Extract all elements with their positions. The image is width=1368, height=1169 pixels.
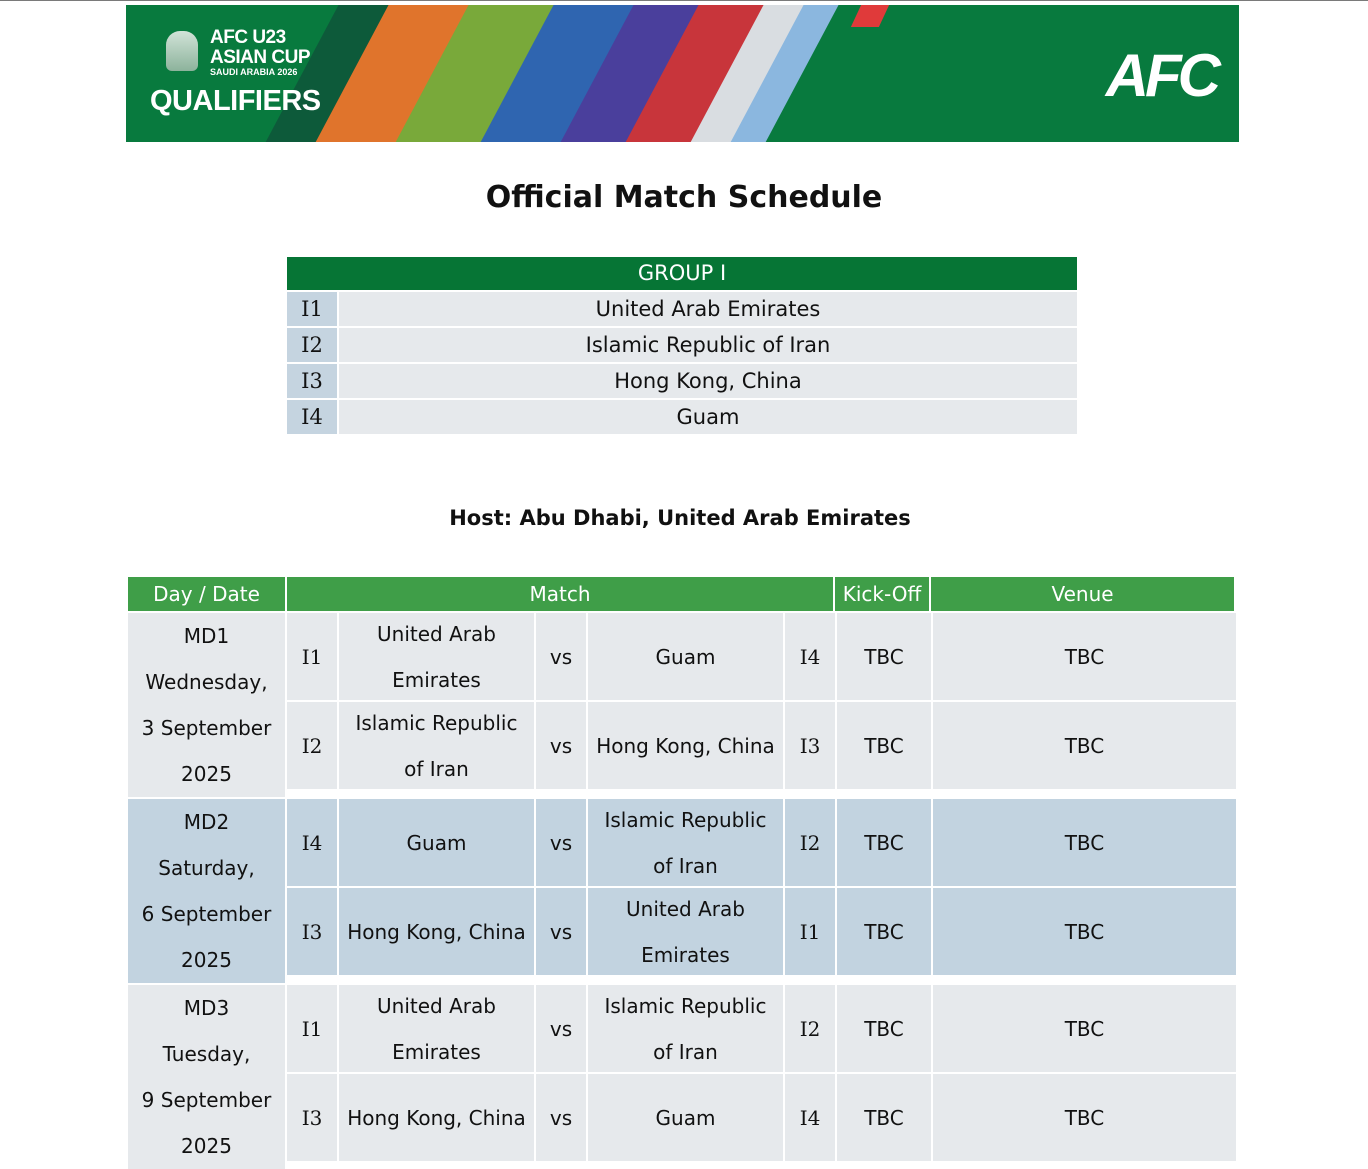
day-date-cell <box>128 799 285 983</box>
weekday: Tuesday, <box>162 1042 251 1066</box>
schedule-table <box>128 577 1236 1169</box>
home-team: Islamic Republic of Iran <box>339 702 534 789</box>
match-row <box>287 613 1236 700</box>
header-venue: Venue <box>931 577 1234 611</box>
kickoff: TBC <box>837 799 931 886</box>
header-banner <box>126 5 1239 142</box>
matchday-2 <box>128 799 1236 983</box>
group-table <box>287 257 1077 434</box>
home-team: Hong Kong, China <box>339 1074 534 1161</box>
logo-line-2: ASIAN CUP <box>210 47 311 68</box>
home-code: I4 <box>287 799 337 886</box>
away-code: I4 <box>785 613 835 700</box>
home-code: I3 <box>287 888 337 975</box>
header-day-date: Day / Date <box>128 577 285 611</box>
match-row <box>287 799 1236 886</box>
kickoff: TBC <box>837 888 931 975</box>
venue: TBC <box>933 888 1236 975</box>
year: 2025 <box>181 1134 232 1158</box>
group-header: GROUP I <box>287 257 1077 290</box>
away-team: Hong Kong, China <box>588 702 783 789</box>
home-code: I2 <box>287 702 337 789</box>
team-code: I1 <box>287 292 337 326</box>
year: 2025 <box>181 762 232 786</box>
match-row <box>287 985 1236 1072</box>
kickoff: TBC <box>837 1074 931 1161</box>
team-name: Guam <box>339 400 1077 434</box>
away-team: Islamic Republic of Iran <box>588 799 783 886</box>
group-row <box>287 292 1077 326</box>
home-team: Guam <box>339 799 534 886</box>
schedule-header <box>128 577 1236 611</box>
day-date-cell <box>128 613 285 797</box>
kickoff: TBC <box>837 702 931 789</box>
matchday-label: MD2 <box>183 810 230 834</box>
home-code: I3 <box>287 1074 337 1161</box>
date: 3 September <box>141 716 272 740</box>
venue: TBC <box>933 613 1236 700</box>
match-row <box>287 702 1236 789</box>
away-team: Guam <box>588 1074 783 1161</box>
vs-label: vs <box>536 702 586 789</box>
group-row <box>287 364 1077 398</box>
venue: TBC <box>933 1074 1236 1161</box>
team-name: United Arab Emirates <box>339 292 1077 326</box>
matchday-1 <box>128 613 1236 797</box>
logo-line-1: AFC U23 <box>210 27 286 48</box>
away-code: I3 <box>785 702 835 789</box>
matchday-label: MD3 <box>183 996 230 1020</box>
date: 9 September <box>141 1088 272 1112</box>
vs-label: vs <box>536 799 586 886</box>
team-code: I2 <box>287 328 337 362</box>
away-code: I2 <box>785 799 835 886</box>
trophy-icon <box>166 31 198 71</box>
away-code: I1 <box>785 888 835 975</box>
top-divider <box>0 0 1368 1</box>
group-row <box>287 328 1077 362</box>
weekday: Saturday, <box>158 856 255 880</box>
venue: TBC <box>933 985 1236 1072</box>
header-match: Match <box>287 577 833 611</box>
kickoff: TBC <box>837 613 931 700</box>
host-info: Host: Abu Dhabi, United Arab Emirates <box>449 506 911 530</box>
date: 6 September <box>141 902 272 926</box>
vs-label: vs <box>536 613 586 700</box>
away-team: United Arab Emirates <box>588 888 783 975</box>
qualifiers-text: QUALIFIERS <box>150 85 321 117</box>
vs-label: vs <box>536 1074 586 1161</box>
year: 2025 <box>181 948 232 972</box>
away-code: I4 <box>785 1074 835 1161</box>
logo-line-3: SAUDI ARABIA 2026 <box>210 67 298 77</box>
afc-logo: AFC <box>1105 42 1217 109</box>
matchday-label: MD1 <box>183 624 230 648</box>
weekday: Wednesday, <box>145 670 268 694</box>
home-code: I1 <box>287 613 337 700</box>
away-team: Islamic Republic of Iran <box>588 985 783 1072</box>
group-row <box>287 400 1077 434</box>
away-code: I2 <box>785 985 835 1072</box>
home-team: United Arab Emirates <box>339 613 534 700</box>
page-title: Official Match Schedule <box>485 180 883 215</box>
match-row <box>287 1074 1236 1161</box>
matchday-3 <box>128 985 1236 1169</box>
tournament-logo <box>148 25 368 125</box>
team-name: Hong Kong, China <box>339 364 1077 398</box>
vs-label: vs <box>536 888 586 975</box>
match-row <box>287 888 1236 975</box>
home-code: I1 <box>287 985 337 1072</box>
kickoff: TBC <box>837 985 931 1072</box>
team-code: I4 <box>287 400 337 434</box>
venue: TBC <box>933 799 1236 886</box>
vs-label: vs <box>536 985 586 1072</box>
day-date-cell <box>128 985 285 1169</box>
header-kickoff: Kick-Off <box>835 577 929 611</box>
venue: TBC <box>933 702 1236 789</box>
team-code: I3 <box>287 364 337 398</box>
home-team: Hong Kong, China <box>339 888 534 975</box>
banner-accent <box>851 5 889 27</box>
home-team: United Arab Emirates <box>339 985 534 1072</box>
team-name: Islamic Republic of Iran <box>339 328 1077 362</box>
away-team: Guam <box>588 613 783 700</box>
